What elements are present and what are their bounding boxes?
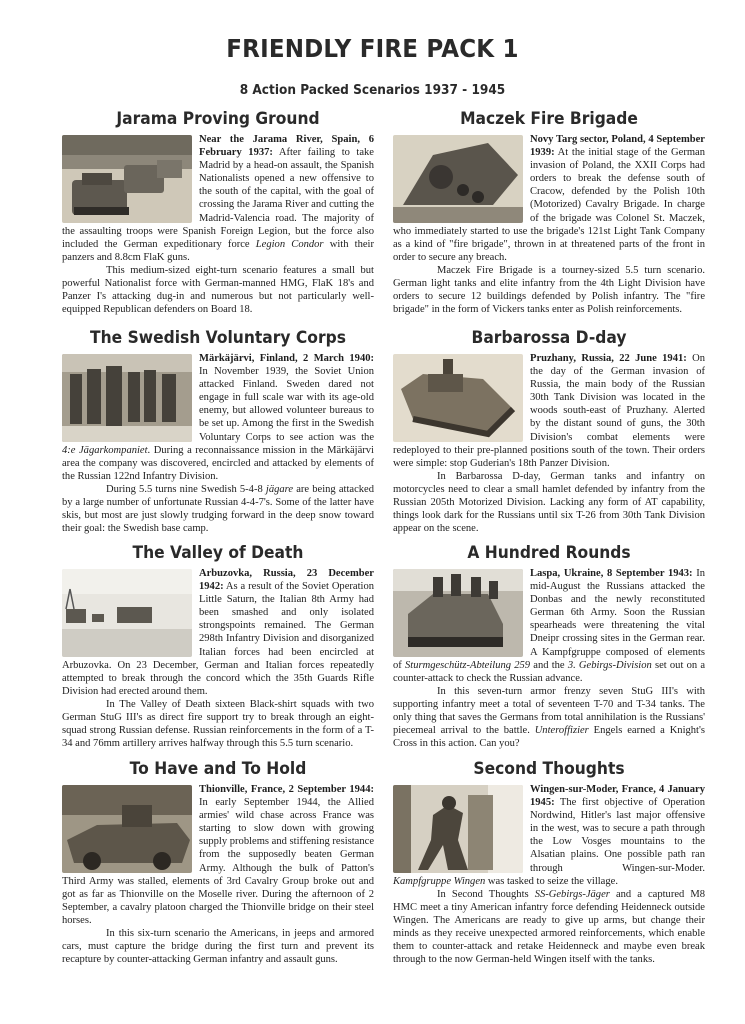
scenario-description xyxy=(62,352,374,535)
text-run: . During a reconnaissance mission in the Märkäjärvi area the company was discovered, encircled and attacked by elements of the Russian 122nd Infantry Division. xyxy=(62,444,374,482)
italic-term: SS-Gebirgs-Jäger xyxy=(534,888,610,900)
scenario-description xyxy=(393,133,705,316)
text-run: During 5.5 turns nine Swedish 5-4-8 xyxy=(106,483,266,495)
scenario-summary-paragraph xyxy=(393,470,705,535)
scenario-location-date: Pruzhany, Russia, 22 June 1941: xyxy=(530,353,687,364)
scenario-to-have-and-to-hold xyxy=(62,757,374,966)
scenario-description xyxy=(62,567,374,750)
scenario-summary-paragraph xyxy=(62,483,374,535)
text-run: are being attacked by a large number of unfortunate Russian 4-4-7's. Some of the latter have skis, but most are just slowly trudging forward in the deep snow toward their goal: the Swedish base camp. xyxy=(62,483,374,535)
scenario-location-date: Märkäjärvi, Finland, 2 March 1940: xyxy=(199,353,374,364)
tank-illustration-photo xyxy=(393,354,523,442)
armored-car-photo xyxy=(62,785,192,873)
text-run: Engels earned a Knight's Cross in this action. Can you? xyxy=(393,725,705,750)
scenario-title: Maczek Fire Brigade xyxy=(460,109,638,128)
scenario-summary-paragraph xyxy=(62,264,374,316)
text-run: On the day of the German invasion of Russia, the main body of the Russian 30th Tank Division was located in the woods south-east of Pruzhany. Alerted by the distant sound of guns, the 30th Division's combat elements were redeployed to their pre-planned positions south of the town. Their orders were simple: stop Guderian's 18th Panzer Division. xyxy=(393,353,706,469)
scenario-second-thoughts xyxy=(393,757,705,966)
page-subtitle: 8 Action Packed Scenarios 1937 - 1945 xyxy=(239,82,506,98)
text-run: In The Valley of Death sixteen Black-shirt squads with two German StuG III's as direct fire support try to break through an eight-squad strong Russian defense. Russian reinforcements in the form of a T-34 and 76mm artillery arrives halfway through this 5.5 turn scenario. xyxy=(62,698,374,750)
scenario-description xyxy=(62,783,374,966)
text-run: In mid-August the Russians attacked the Donbas and the newly reconstituted German 6th Army. Soon the Russian spearheads were threatening the vital Dneipr crossing sites in the German rear. A Kampfgruppe composed of elements of xyxy=(393,568,705,671)
italic-term: 3. Gebirgs-Division xyxy=(567,659,652,671)
scenario-description xyxy=(393,783,705,966)
scenario-description xyxy=(393,352,705,535)
scenario-summary-paragraph xyxy=(62,698,374,750)
page-title: FRIENDLY FIRE PACK 1 xyxy=(226,34,519,63)
scenario-title: Jarama Proving Ground xyxy=(116,109,320,128)
text-run: In November 1939, the Soviet Union attacked Finland. Sweden dared not engage in full scale war with its age-old enemy, but allowed volunteer bureaus to be set up. Among the first in the Swedish Voluntary Corps to see action was the xyxy=(199,366,374,443)
text-run: Maczek Fire Brigade is a tourney-sized 5.5 turn scenario. German light tanks and elite infantry from the 4th Light Division have orders to secure 12 buildings defended by Polish infantry. The "fire brigade" in the form of Vickers tanks enter as Polish reinforcements. xyxy=(393,264,705,316)
text-run: This medium-sized eight-turn scenario features a small but powerful Nationalist force with German-manned HMG, FlaK 18's and Panzer I's attacking dug-in and numerous but not particularly well-equipped Republican defenders on Board 18. xyxy=(62,264,374,316)
scenario-jarama-proving-ground xyxy=(62,107,374,316)
italic-term: 4:e Jägarkompaniet xyxy=(62,444,148,456)
text-run: The first objective of Operation Nordwind, Hitler's last major offensive in the west, was to secure a path through the Low Vosges mountains to the Alsatian plains. One possible path ran through Wingen-sur-Moder. xyxy=(530,797,705,874)
scenario-summary-paragraph xyxy=(393,888,705,967)
text-run: In early September 1944, the Allied armies' wild chase across France was starting to slow down with growing supply problems and stiffening resistance from the supposedly beaten German Army. Although the bulk of Patton's Third Army was stalled, elements of 3rd Cavalry Group broke out and got as far as Thionville on the Moselle river. During the afternoon of 2 September, a cavalry platoon charged the Thionville bridge on their steel horses. xyxy=(62,797,374,926)
text-run: and the xyxy=(530,659,568,671)
tanks-advancing-photo xyxy=(62,135,192,223)
scenario-location-date: Arbuzovka, Russia, 23 December 1942: xyxy=(199,568,374,593)
scenario-description xyxy=(393,567,705,750)
italic-term: Legion Condor xyxy=(255,238,324,250)
scenario-title: Second Thoughts xyxy=(473,759,625,778)
scenario-a-hundred-rounds xyxy=(393,541,705,750)
scenario-maczek-fire-brigade xyxy=(393,107,705,316)
text-run: As a result of the Soviet Operation Little Saturn, the Italian 8th Army had been smashed and only isolated strongspoints remained. The German 298th Infantry Division and disorganized Italian forces had been encircled at Arbuzovka. On 23 December, German and Italian forces repeatedly attempted to break through the concord which the 35th Guards Rifle Division had erected around them. xyxy=(62,581,374,697)
scenario-title: To Have and To Hold xyxy=(129,759,307,778)
scenario-location-date: Near the Jarama River, Spain, 6 February 1937: xyxy=(199,134,374,159)
text-run: and a captured M8 HMC meet a tiny American infantry force defending Heidenneck outside Wingen. The Americans are ready to give up arms, but change their minds as they receive unexpected armored reinforcements, which enable them to counter-attack and retake Heidenneck and maybe even break through to the now German-held Wingen itself with the tanks. xyxy=(393,888,705,966)
text-run: In Barbarossa D-day, German tanks and infantry on motorcycles need to clear a small hamlet defended by infantry from the Russian 205th Motorized Division. Lacking any form of AT capability, things look dark for the Russians until six T-26 from 30th Tank Division appear on the scene. xyxy=(393,470,705,535)
text-run: In this seven-turn armor frenzy seven StuG III's with supporting infantry meet a total of seventeen T-70 and T-34 tanks. The only thing that saves the Germans from total annihilation is the Russians' piecemeal arrival to the battle. xyxy=(393,685,705,737)
scenario-summary-paragraph xyxy=(393,685,705,750)
italic-term: Sturmgeschütz-Abteilung 259 xyxy=(405,659,531,671)
scenario-the-swedish-voluntary-corps xyxy=(62,326,374,535)
snow-field-photo xyxy=(62,569,192,657)
text-run: After failing to take Madrid by a head-on assault, the Spanish Nationalists opened a new offensive to the south of the capital, with the goal of crossing the Jarama River and cutting the Madrid-Valencia road. The majority of the assaulting troops were Spanish Foreign Legion, but the force also included the German expeditionary force xyxy=(62,147,374,250)
text-run: At the initial stage of the German invasion of Poland, the XXII Corps had orders to break the defense south of Cracow, defended by the Polish 10th (Motorized) Cavalry Brigade. In charge of the brigade was Colonel St. Maczek, who immediately started to use the brigade's 121st Light Tank Company as a kind of "fire brigade", thrown in at threatened parts of the front in order to secure any breach. xyxy=(393,147,705,263)
scenario-summary-paragraph xyxy=(62,927,374,966)
scenario-summary-paragraph xyxy=(393,264,705,316)
scenario-description xyxy=(62,133,374,316)
text-run: In Second Thoughts xyxy=(437,888,535,900)
soldier-doorway-photo xyxy=(393,785,523,873)
scenario-location-date: Wingen-sur-Moder, France, 4 January 1945: xyxy=(530,784,705,809)
italic-term: jägare xyxy=(265,483,294,495)
marching-soldiers-photo xyxy=(62,354,192,442)
scenario-title: The Valley of Death xyxy=(132,543,304,562)
italic-term: Kampfgruppe Wingen xyxy=(393,875,486,887)
text-run: In this six-turn scenario the Americans, in jeeps and armored cars, must capture the bridge during the first turn and prevent its recapture by counter-attacking German infantry and assault guns. xyxy=(62,928,374,966)
text-run: with their panzers and 8.8cm FlaK guns. xyxy=(62,238,374,263)
scenario-title: Barbarossa D-day xyxy=(471,328,627,347)
assault-gun-photo xyxy=(393,569,523,657)
text-run: was tasked to seize the village. xyxy=(485,875,618,887)
scenario-title: A Hundred Rounds xyxy=(467,543,631,562)
scenario-location-date: Thionville, France, 2 September 1944: xyxy=(199,784,374,795)
scenario-title: The Swedish Voluntary Corps xyxy=(90,328,346,347)
scenario-location-date: Novy Targ sector, Poland, 4 September 1939: xyxy=(530,134,705,159)
scenario-barbarossa-d-day xyxy=(393,326,705,535)
text-run: set out on a counter-attack to check the Russian advance. xyxy=(393,659,706,684)
scenario-location-date: Laspa, Ukraine, 8 September 1943: xyxy=(530,568,693,579)
italic-term: Unteroffizier xyxy=(534,725,589,737)
scenario-the-valley-of-death xyxy=(62,541,374,750)
overturned-tank-photo xyxy=(393,135,523,223)
